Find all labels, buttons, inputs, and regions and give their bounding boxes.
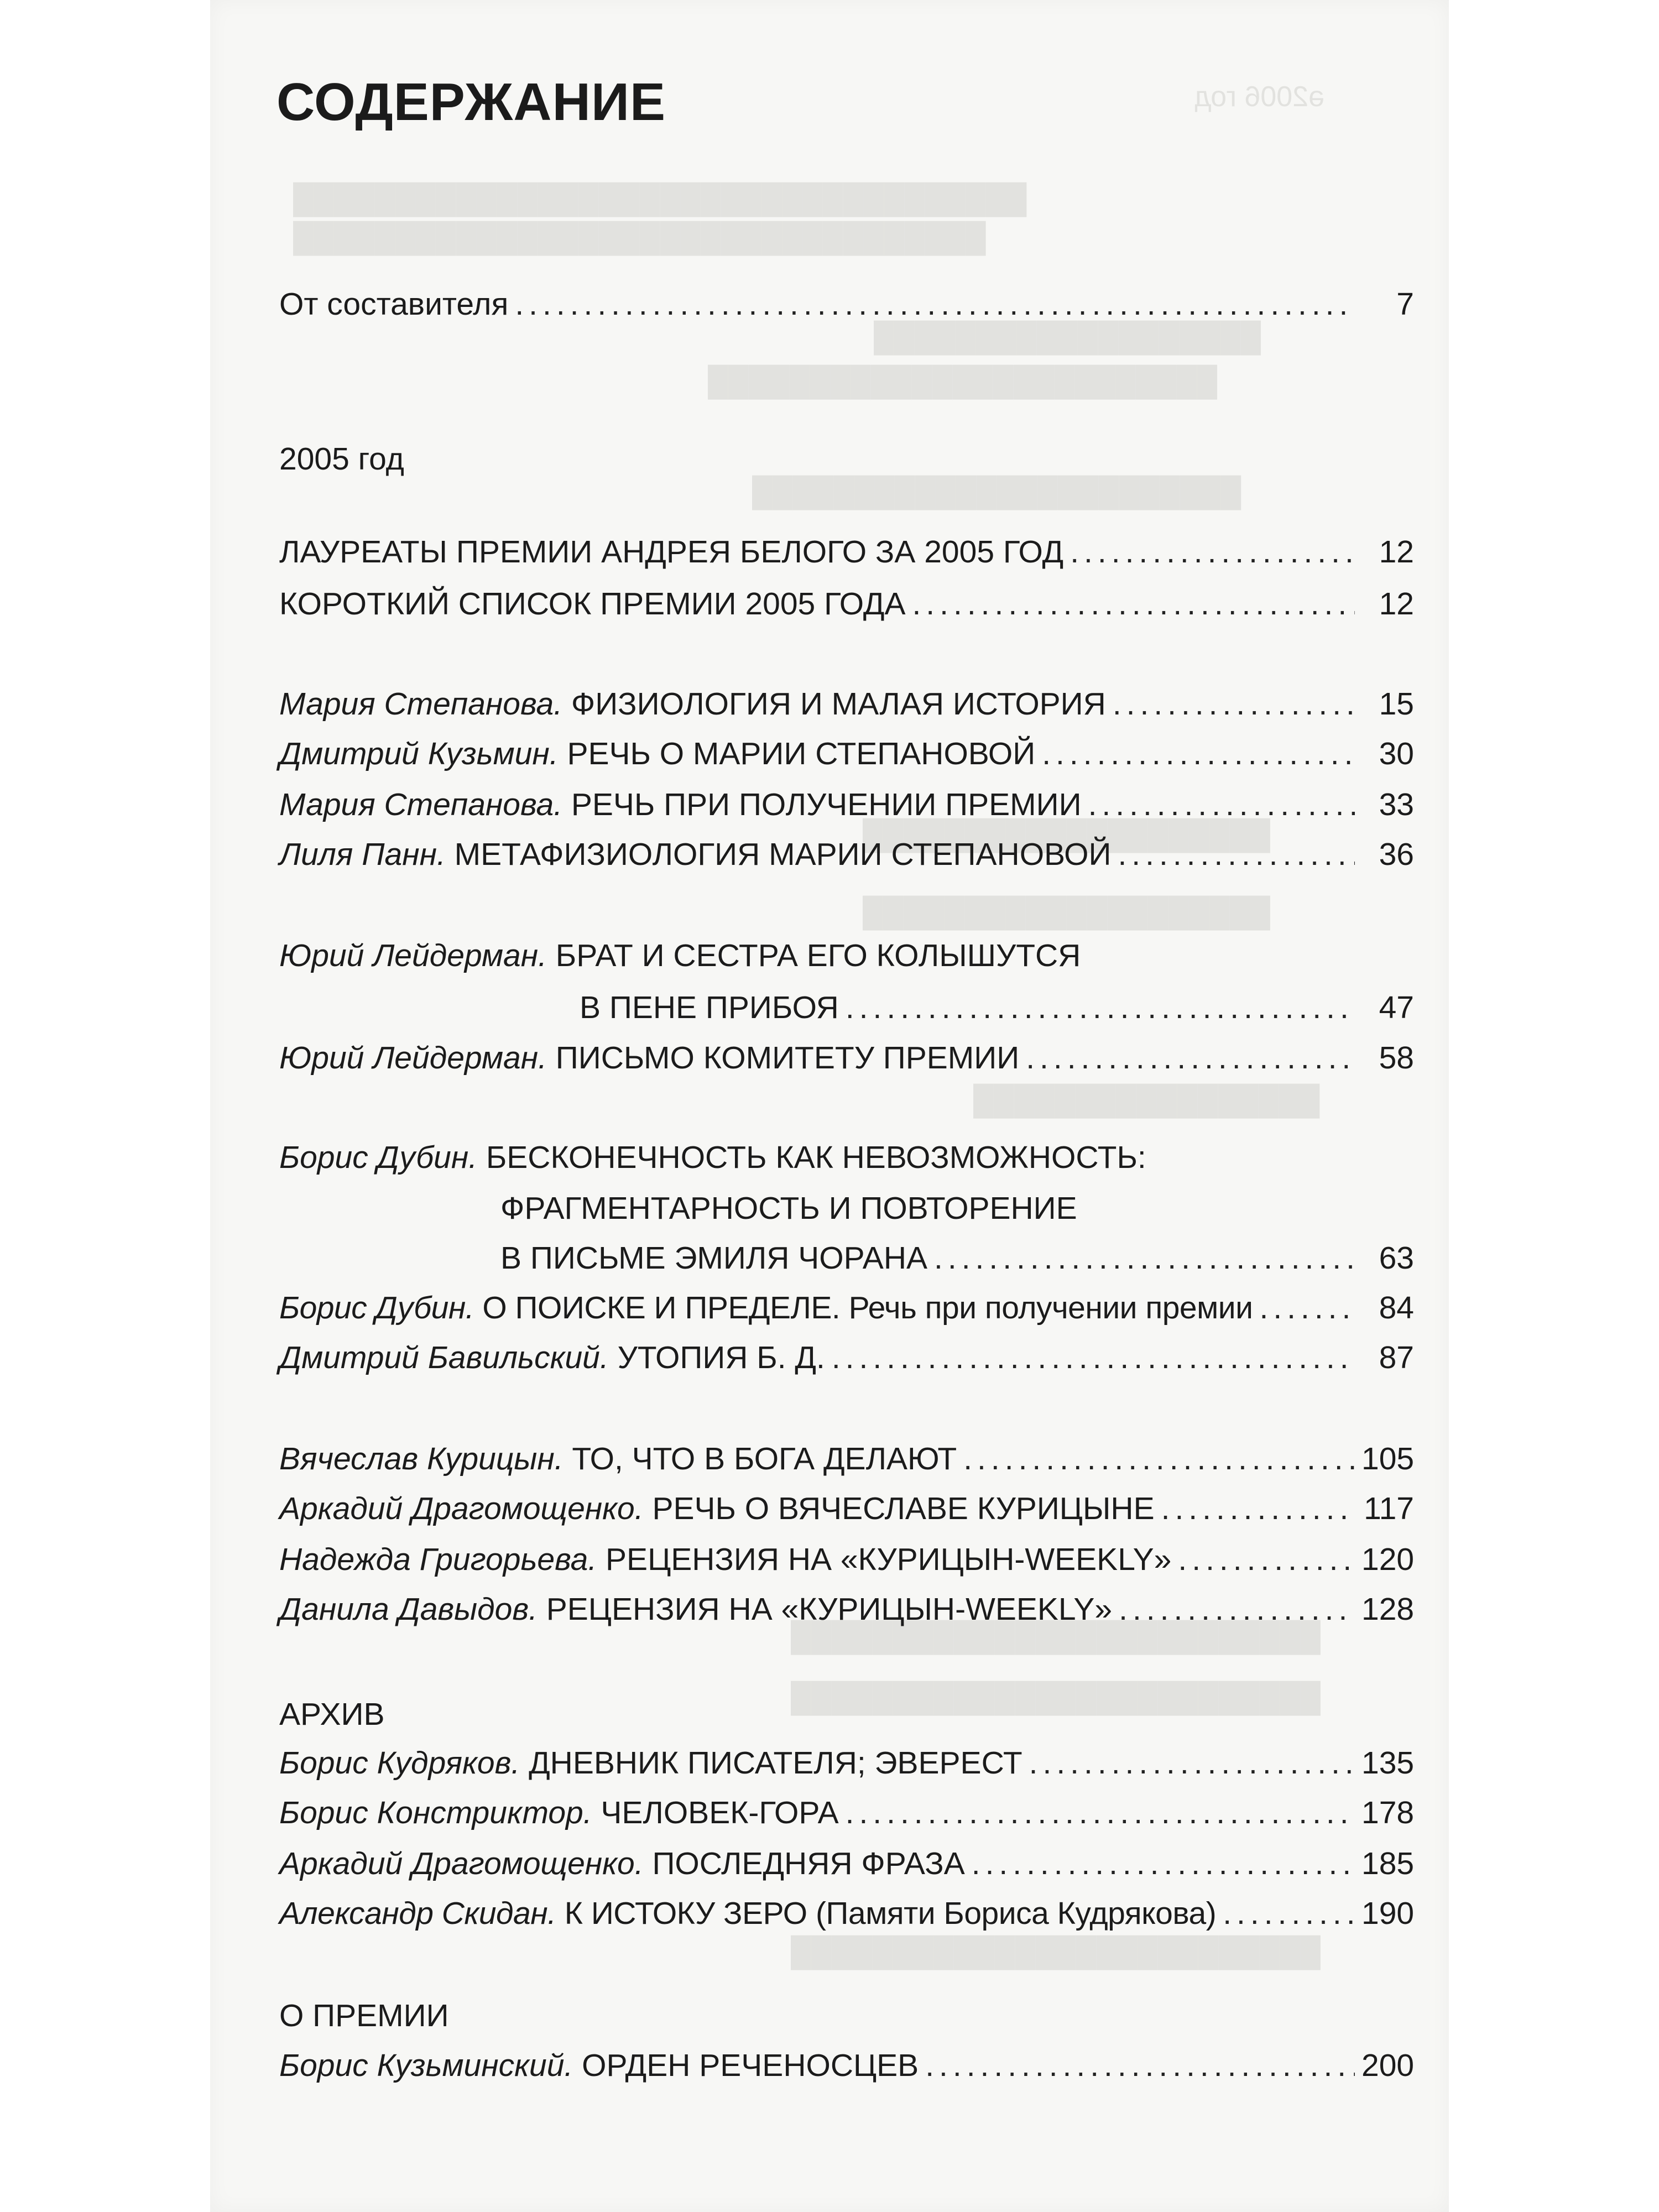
section-heading: 2005 год — [279, 441, 404, 477]
section-heading: О ПРЕМИИ — [279, 1998, 449, 2033]
show-through-line: █████████████████████████ — [708, 366, 1218, 398]
entry-author: Мария Степанова. — [279, 686, 563, 722]
page-number: 12 — [1379, 534, 1414, 570]
page-number: 185 — [1361, 1846, 1415, 1881]
entry-title: ТО, ЧТО В БОГА ДЕЛАЮТ — [572, 1441, 957, 1477]
show-through-line: ██████████████████████████████████ — [293, 222, 986, 254]
entry-note: Речь при получении премии — [848, 1290, 1253, 1326]
entry-title: БРАТ И СЕСТРА ЕГО КОЛЫШУТСЯ — [555, 938, 1081, 973]
entry-title: К ИСТОКУ ЗЕРО — [564, 1896, 807, 1931]
entry-title: О ПОИСКЕ И ПРЕДЕЛЕ. — [482, 1290, 841, 1326]
entry-author: Надежда Григорьева. — [279, 1542, 597, 1577]
leader-dots — [925, 2046, 1355, 2085]
entry-author: Вячеслав Курицын. — [279, 1441, 564, 1477]
entry-title: ЧЕЛОВЕК-ГОРА — [601, 1795, 839, 1830]
toc-entry — [279, 1744, 1414, 1782]
leader-dots — [1119, 1590, 1355, 1629]
entry-author: Аркадий Драгомощенко. — [279, 1491, 644, 1526]
show-through-line: ████████████████████ — [863, 896, 1270, 928]
toc-entry — [279, 585, 1414, 623]
toc-entry — [279, 1590, 1414, 1629]
leader-dots — [934, 1239, 1355, 1277]
toc-entry — [279, 2046, 1414, 2085]
page-number: 63 — [1379, 1240, 1414, 1276]
entry-title: От составителя — [279, 286, 509, 322]
toc-entry — [279, 285, 1414, 324]
page-number: 128 — [1361, 1592, 1415, 1627]
leader-dots — [1042, 734, 1355, 773]
page-number: 178 — [1361, 1795, 1415, 1830]
page-number: 58 — [1379, 1040, 1414, 1076]
entry-title: ПОСЛЕДНЯЯ ФРАЗА — [652, 1846, 965, 1881]
toc-entry — [279, 835, 1414, 874]
entry-author: Дмитрий Бавильский. — [279, 1340, 609, 1375]
page-number: 15 — [1379, 686, 1414, 722]
entry-title: ОРДЕН РЕЧЕНОСЦЕВ — [582, 2048, 919, 2083]
entry-title: РЕЧЬ ПРИ ПОЛУЧЕНИИ ПРЕМИИ — [571, 787, 1082, 822]
page-number: 7 — [1396, 286, 1414, 322]
leader-dots — [846, 1793, 1355, 1832]
toc-entry — [279, 1793, 1414, 1832]
entry-author: Дмитрий Кузьмин. — [279, 736, 559, 771]
leader-dots — [1260, 1288, 1355, 1327]
toc-entry-continuation: ФРАГМЕНТАРНОСТЬ И ПОВТОРЕНИЕ — [500, 1191, 1077, 1226]
page-number: 12 — [1379, 586, 1414, 622]
leader-dots — [1223, 1894, 1355, 1933]
show-through-line: █████████████████ — [973, 1084, 1320, 1117]
entry-author: Борис Дубин. — [279, 1140, 478, 1175]
toc-entry-continuation — [580, 988, 1414, 1027]
entry-author: Юрий Лейдерман. — [279, 1040, 547, 1076]
entry-title: ПИСЬМО КОМИТЕТУ ПРЕМИИ — [555, 1040, 1020, 1076]
toc-entry — [279, 1338, 1414, 1377]
toc-entry — [279, 936, 1081, 975]
entry-title: В ПЕНЕ ПРИБОЯ — [580, 990, 839, 1025]
toc-entry — [279, 1439, 1414, 1478]
entry-author: Борис Кузьминский. — [279, 2048, 573, 2083]
toc-entry — [279, 1844, 1414, 1883]
toc-entry — [279, 533, 1414, 571]
page-number: 105 — [1361, 1441, 1415, 1477]
page-number: 87 — [1379, 1340, 1414, 1375]
leader-dots — [1070, 533, 1355, 571]
toc-entry — [279, 785, 1414, 824]
toc-entry — [279, 1039, 1414, 1077]
entry-title: ФИЗИОЛОГИЯ И МАЛАЯ ИСТОРИЯ — [571, 686, 1106, 722]
show-through-line: ǝ2006 год — [1194, 81, 1324, 113]
show-through-line: ██████████████████████████ — [791, 1621, 1321, 1653]
show-through-line: ██████████████████████████ — [791, 1936, 1321, 1968]
entry-title: В ПИСЬМЕ ЭМИЛЯ ЧОРАНА — [500, 1240, 928, 1276]
page-number: 36 — [1379, 837, 1414, 872]
leader-dots — [515, 285, 1355, 324]
toc-entry — [279, 685, 1414, 723]
entry-title: МЕТАФИЗИОЛОГИЯ МАРИИ СТЕПАНОВОЙ — [454, 837, 1112, 872]
page-title: СОДЕРЖАНИЕ — [276, 72, 666, 132]
entry-author: Аркадий Драгомощенко. — [279, 1846, 644, 1881]
toc-entry — [279, 734, 1414, 773]
entry-note: (Памяти Бориса Кудрякова) — [815, 1896, 1217, 1931]
show-through-line: ████████████████████████████████████ — [293, 183, 1027, 215]
entry-author: Данила Давыдов. — [279, 1592, 538, 1627]
leader-dots — [1088, 785, 1355, 824]
entry-title: РЕЧЬ О МАРИИ СТЕПАНОВОЙ — [567, 736, 1036, 771]
page-number: 200 — [1361, 2048, 1415, 2083]
entry-title: ЛАУРЕАТЫ ПРЕМИИ АНДРЕЯ БЕЛОГО ЗА 2005 ГОД — [279, 534, 1064, 570]
page-number: 30 — [1379, 736, 1414, 771]
entry-title: БЕСКОНЕЧНОСТЬ КАК НЕВОЗМОЖНОСТЬ: — [486, 1140, 1146, 1175]
entry-title: РЕЦЕНЗИЯ НА «КУРИЦЫН-WEEKLY» — [546, 1592, 1113, 1627]
leader-dots — [963, 1439, 1355, 1478]
toc-entry — [279, 1540, 1414, 1579]
show-through-line: ██████████████████████████ — [791, 1682, 1321, 1714]
section-heading: АРХИВ — [279, 1697, 385, 1732]
entry-title: КОРОТКИЙ СПИСОК ПРЕМИИ 2005 ГОДА — [279, 586, 906, 622]
page-number: 190 — [1361, 1896, 1415, 1931]
show-through-line: ███████████████████ — [874, 321, 1261, 353]
toc-entry — [279, 1138, 1146, 1177]
leader-dots — [832, 1338, 1355, 1377]
page-number: 135 — [1361, 1745, 1415, 1781]
page-number: 33 — [1379, 787, 1414, 822]
leader-dots — [1026, 1039, 1355, 1077]
entry-title: РЕЧЬ О ВЯЧЕСЛАВЕ КУРИЦЫНЕ — [652, 1491, 1155, 1526]
leader-dots — [846, 988, 1355, 1027]
entry-author: Борис Дубин. — [279, 1290, 474, 1326]
toc-entry — [279, 1489, 1414, 1528]
leader-dots — [912, 585, 1355, 623]
entry-author: Лиля Панн. — [279, 837, 446, 872]
toc-entry — [279, 1288, 1414, 1327]
show-through-line: ████████████████████████ — [752, 476, 1241, 508]
entry-title: РЕЦЕНЗИЯ НА «КУРИЦЫН-WEEKLY» — [606, 1542, 1172, 1577]
entry-title: ДНЕВНИК ПИСАТЕЛЯ; ЭВЕРЕСТ — [529, 1745, 1022, 1781]
page-number: 84 — [1379, 1290, 1414, 1326]
page-number: 47 — [1379, 990, 1414, 1025]
leader-dots — [1113, 685, 1355, 723]
page-number: 117 — [1364, 1491, 1414, 1526]
entry-author: Борис Констриктор. — [279, 1795, 592, 1830]
page-number: 120 — [1361, 1542, 1415, 1577]
toc-entry — [279, 1894, 1414, 1933]
leader-dots — [1178, 1540, 1355, 1579]
entry-author: Юрий Лейдерман. — [279, 938, 547, 973]
leader-dots — [972, 1844, 1355, 1883]
entry-author: Борис Кудряков. — [279, 1745, 520, 1781]
leader-dots — [1161, 1489, 1355, 1528]
toc-entry-continuation — [500, 1239, 1414, 1277]
leader-dots — [1118, 835, 1355, 874]
show-through-line: ████████████████████ — [863, 819, 1270, 851]
entry-title: УТОПИЯ Б. Д. — [617, 1340, 825, 1375]
leader-dots — [1029, 1744, 1355, 1782]
entry-author: Мария Степанова. — [279, 787, 563, 822]
entry-author: Александр Скидан. — [279, 1896, 556, 1931]
